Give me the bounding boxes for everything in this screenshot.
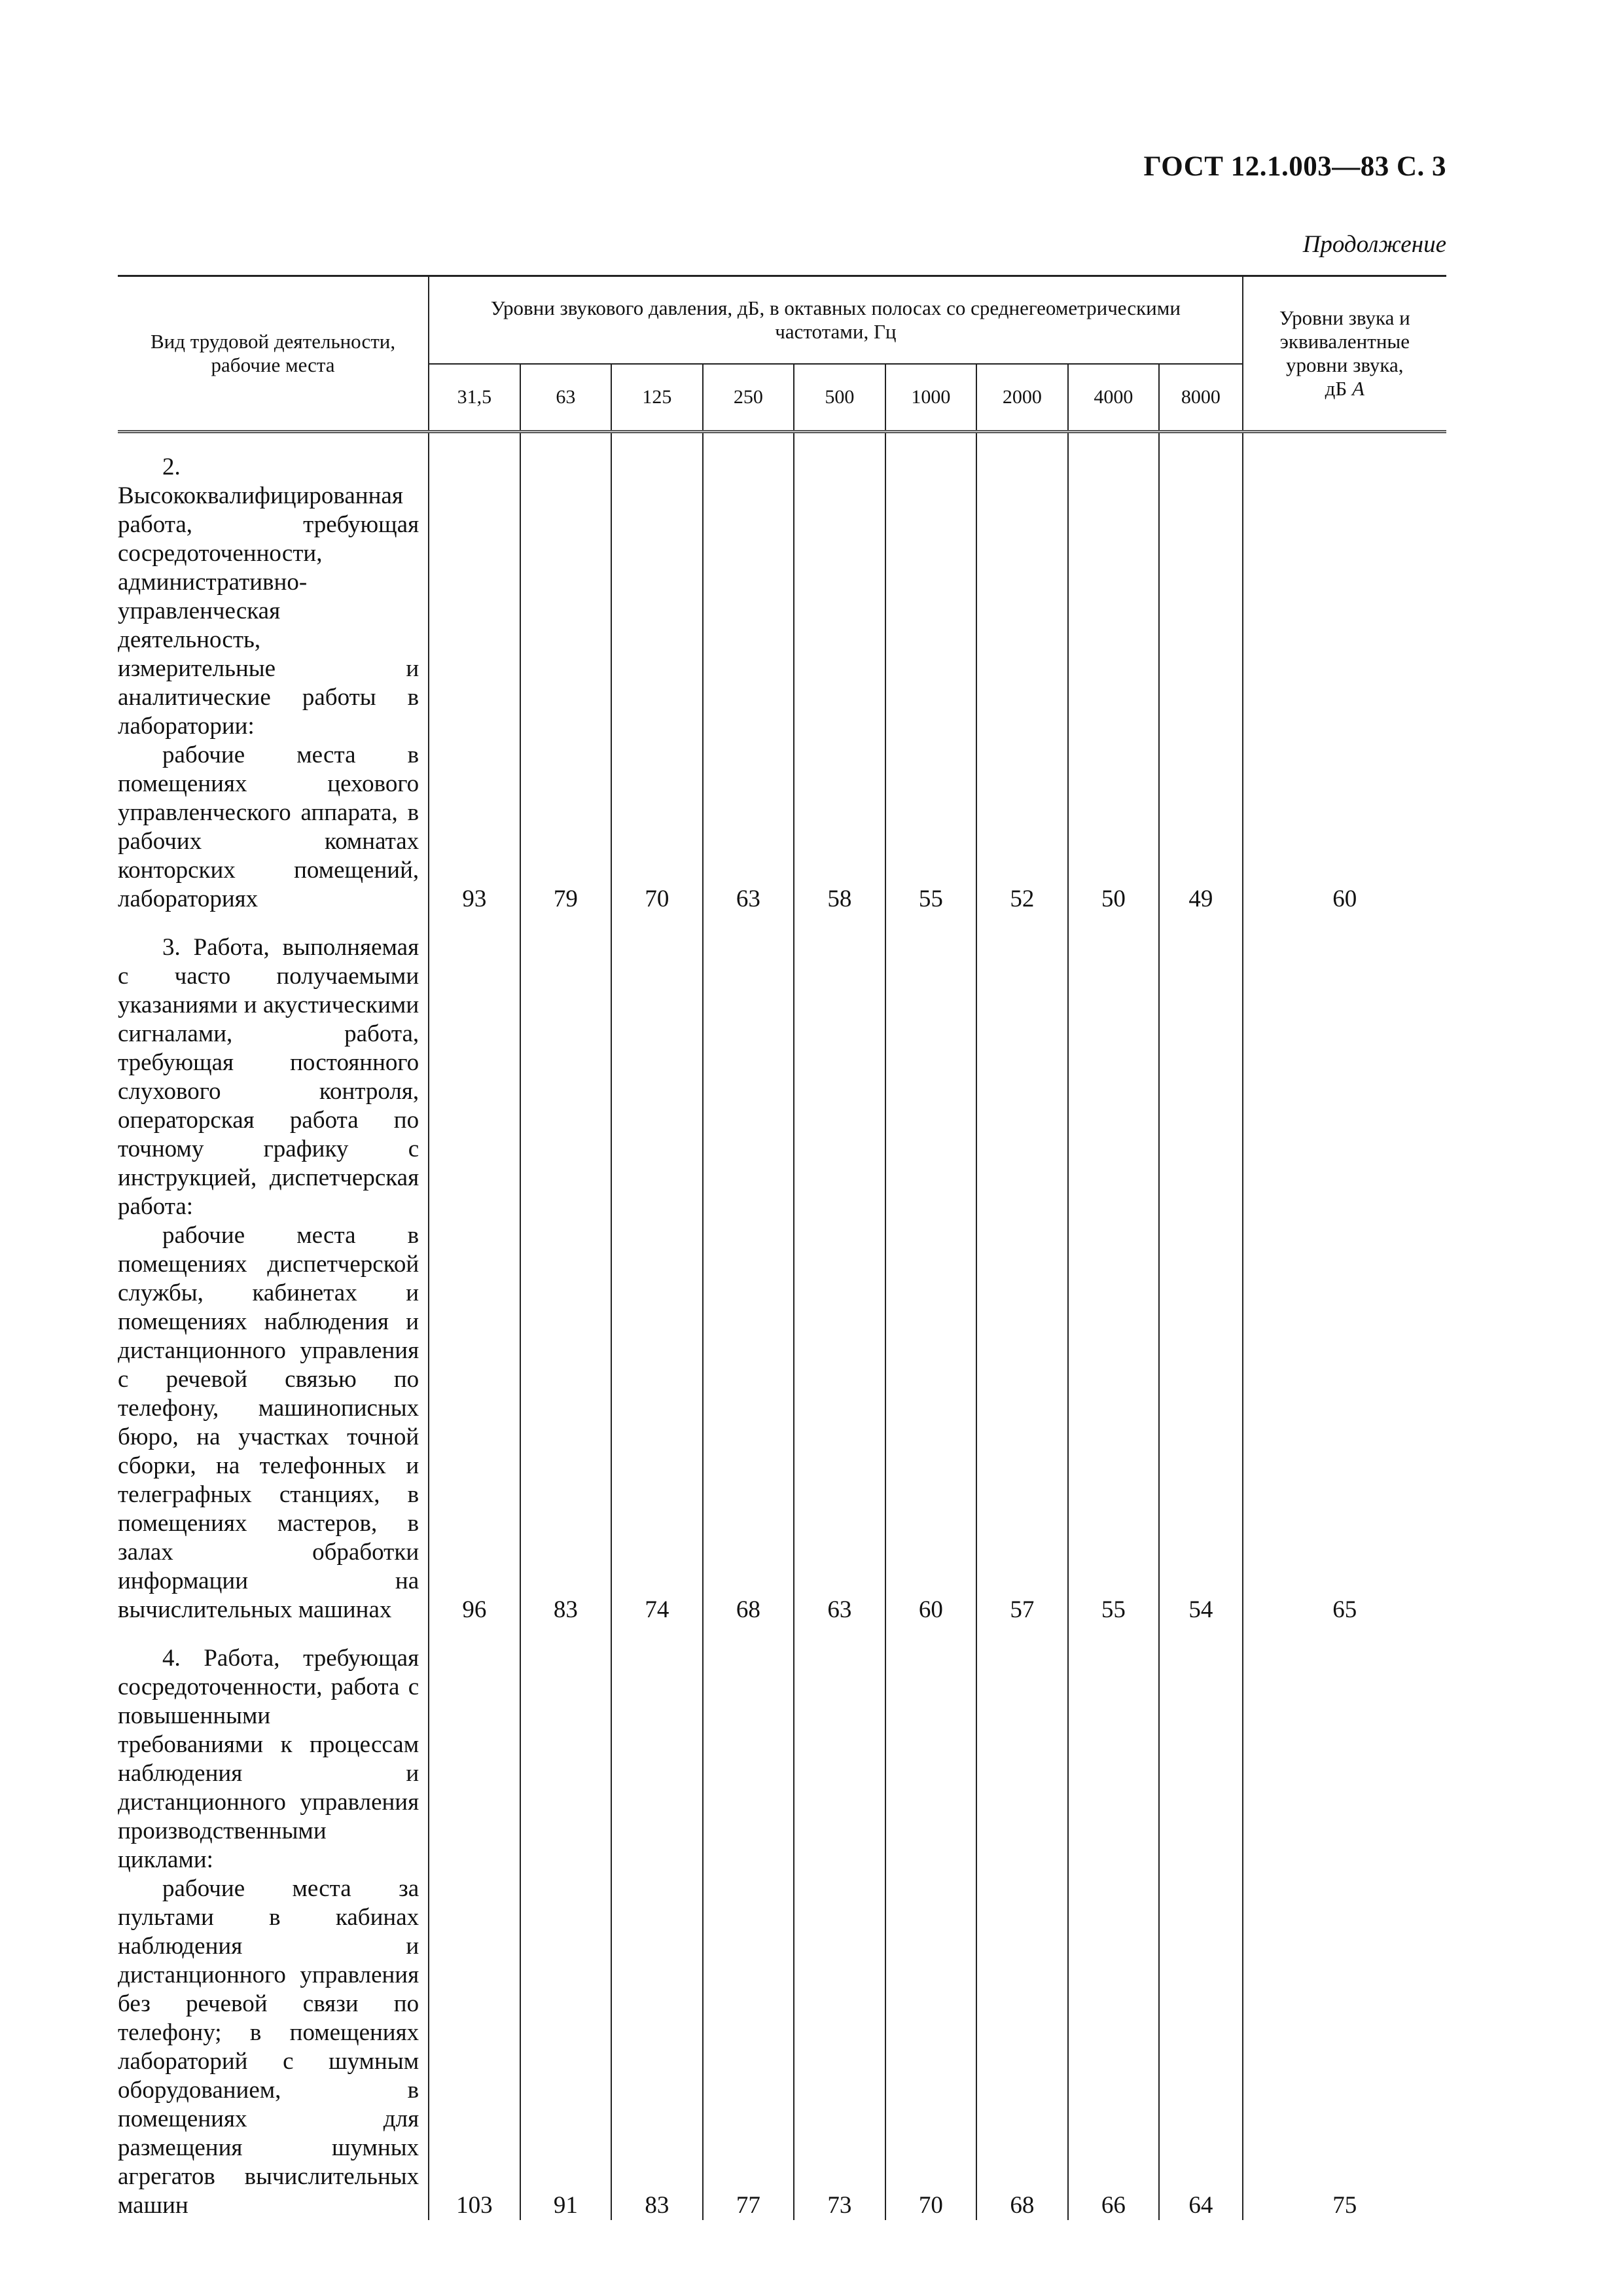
level-63: 83 [520, 914, 612, 1624]
header-freq-2000: 2000 [976, 364, 1068, 432]
workplaces-description: рабочие места в помещениях диспетчерской службы, кабинетах и помещениях наблюдения и дистанционного управления с речевой связью по телефону, машинописных бюро, на участках точной сборки, на телефонных и телеграфных станциях, в помещениях мастеров, в залах обработки информации на вычислительных машинах [118, 1222, 419, 1623]
total-level: 75 [1332, 2192, 1357, 2219]
header-freq-4000: 4000 [1068, 364, 1160, 432]
header-freq-125: 125 [611, 364, 703, 432]
level-31-5: 93 [429, 432, 520, 914]
header-freq-500: 500 [794, 364, 885, 432]
table-header [118, 276, 1446, 432]
level-1000: 60 [885, 914, 977, 1624]
level-4000: 66 [1068, 1624, 1160, 2220]
level-2000: 57 [976, 914, 1068, 1624]
header-sound-pressure-group: Уровни звукового давления, дБ, в октавных полосах со среднегеометрическими частотами, Гц [429, 276, 1242, 365]
level-63: 91 [520, 1624, 612, 2220]
workplaces-description: рабочие места в помещениях цехового управленческого аппарата, в рабочих комнатах конторских помещений, лабораториях [118, 742, 419, 912]
level-250: 63 [703, 432, 794, 914]
header-total-text: Уровни звука и эквивалентные уровни звука, [1279, 306, 1410, 376]
activity-cell [118, 914, 429, 1624]
level-125: 70 [611, 432, 703, 914]
level-4000: 50 [1068, 432, 1160, 914]
level-250: 77 [703, 1624, 794, 2220]
table-row [118, 914, 1446, 1624]
level-1000: 55 [885, 432, 977, 914]
header-total-unit: дБ [1325, 377, 1352, 400]
header-total-level [1243, 276, 1446, 432]
level-500: 63 [794, 914, 885, 1624]
header-total-unit-symbol: А [1351, 377, 1364, 400]
header-freq-1000: 1000 [885, 364, 977, 432]
page-header: ГОСТ 12.1.003—83 С. 3 [1143, 151, 1446, 182]
level-125: 83 [611, 1624, 703, 2220]
table-body [118, 432, 1446, 2221]
activity-cell [118, 432, 429, 914]
header-freq-250: 250 [703, 364, 794, 432]
level-500: 73 [794, 1624, 885, 2220]
level-1000: 70 [885, 1624, 977, 2220]
level-2000: 68 [976, 1624, 1068, 2220]
header-activity: Вид трудовой деятельности, рабочие места [118, 276, 429, 432]
level-250: 68 [703, 914, 794, 1624]
level-8000: 54 [1159, 914, 1242, 1624]
header-freq-31-5: 31,5 [429, 364, 520, 432]
level-63: 79 [520, 432, 612, 914]
total-level: 65 [1332, 1596, 1357, 1623]
table-row [118, 432, 1446, 914]
level-8000: 49 [1159, 432, 1242, 914]
activity-description: 3. Работа, выполняемая с часто получаемыми указаниями и акустическими сигналами, работа, требующая постоянного слухового контроля, операторская работа по точному графику с инструкцией, диспетчерская работа: [118, 934, 419, 1220]
noise-norms-table [118, 275, 1446, 2220]
activity-cell [118, 1624, 429, 2220]
level-31-5: 96 [429, 914, 520, 1624]
level-2000: 52 [976, 432, 1068, 914]
level-125: 74 [611, 914, 703, 1624]
level-8000: 64 [1159, 1624, 1242, 2220]
table-row [118, 1624, 1446, 2220]
level-4000: 55 [1068, 914, 1160, 1624]
activity-description: 4. Работа, требующая сосредоточенности, работа с повышенными требованиями к процессам наблюдения и дистанционного управления производственными циклами: [118, 1645, 419, 1873]
activity-description: 2. Высококвалифицированная работа, требующая сосредоточенности, административно-управленческая деятельность, измерительные и аналитические работы в лаборатории: [118, 454, 419, 740]
header-freq-63: 63 [520, 364, 612, 432]
level-500: 58 [794, 432, 885, 914]
continuation-label: Продолжение [1302, 231, 1446, 258]
total-level: 60 [1332, 886, 1357, 912]
header-freq-8000: 8000 [1159, 364, 1242, 432]
workplaces-description: рабочие места за пультами в кабинах наблюдения и дистанционного управления без речевой связи по телефону; в помещениях лабораторий с шумным оборудованием, в помещениях для размещения шумных агрегатов вычислительных машин [118, 1875, 419, 2219]
level-31-5: 103 [429, 1624, 520, 2220]
